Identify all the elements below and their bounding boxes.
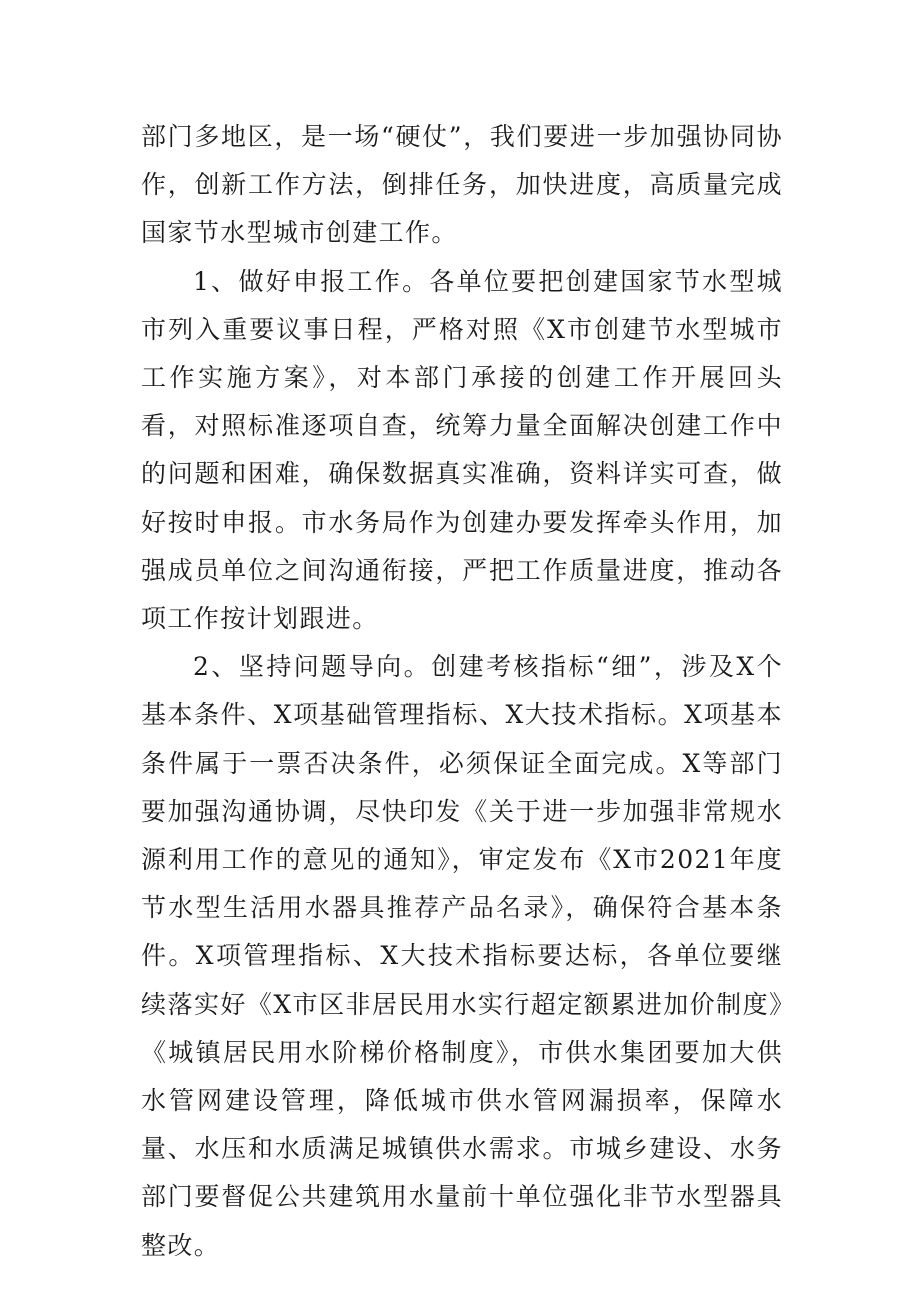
paragraph-continuation: 部门多地区，是一场“硬仗”，我们要进一步加强协同协作，创新工作方法，倒排任务，加快进度，高质量完成国家节水型城市创建工作。 xyxy=(141,122,783,248)
paragraph-item-2-problem-orientation: 2、坚持问题导向。创建考核指标“细”，涉及X个基本条件、X项基础管理指标、X大技术指标。X项基本条件属于一票否决条件，必须保证全面完成。X等部门要加强沟通协调，尽快印发《关于进一步加强非常规水源利用工作的意见的通知》，审定发布《X市2021年度节水型生活用水器具推荐产品名录》，确保符合基本条件。X项管理指标、X大技术指标要达标，各单位要继续落实好《X市区非居民用水实行超定额累进加价制度》《城镇居民用水阶梯价格制度》，市供水集团要加大供水管网建设管理，降低城市供水管网漏损率，保障水量、水压和水质满足城镇供水需求。市城乡建设、水务部门要督促公共建筑用水量前十单位强化非节水型器具整改。 xyxy=(141,652,783,1260)
document-body xyxy=(141,113,783,1270)
paragraph-item-1-reporting: 1、做好申报工作。各单位要把创建国家节水型城市列入重要议事日程，严格对照《X市创建节水型城市工作实施方案》，对本部门承接的创建工作开展回头看，对照标准逐项自查，统筹力量全面解决创建工作中的问题和困难，确保数据真实准确，资料详实可查，做好按时申报。市水务局作为创建办要发挥牵头作用，加强成员单位之间沟通衔接，严把工作质量进度，推动各项工作按计划跟进。 xyxy=(141,266,783,634)
